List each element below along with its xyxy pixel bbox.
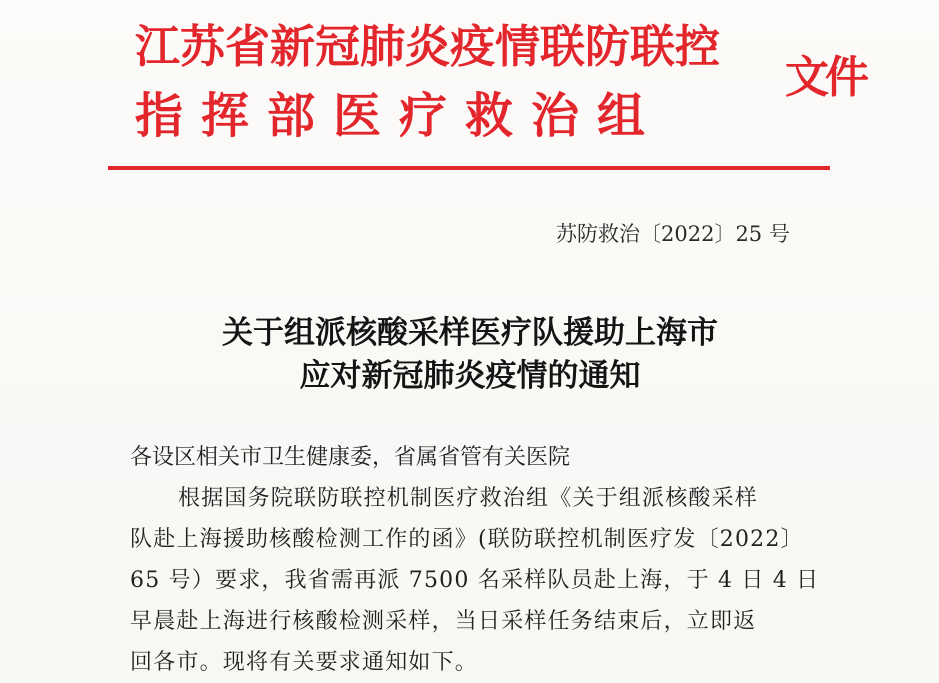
header-title-line-2: 指挥部医疗救治组 — [135, 88, 664, 144]
notice-title-line-1: 关于组派核酸采样医疗队援助上海市 — [222, 315, 718, 351]
header-document-suffix: 文件 — [785, 52, 865, 103]
header-red-rule — [108, 166, 830, 170]
body-line: 早晨赴上海进行核酸检测采样，当日采样任务结束后，立即返 — [130, 609, 757, 634]
document-number: 苏防救治〔2022〕25 号 — [556, 222, 790, 246]
salutation: 各设区相关市卫生健康委，省属省管有关医院 — [130, 445, 571, 470]
body-line: 回各市。现将有关要求通知如下。 — [130, 650, 479, 675]
body-line: 65 号）要求，我省需再派 7500 名采样队员赴上海，于 4 日 4 日 — [130, 568, 820, 593]
body-line: 队赴上海援助核酸检测工作的函》(联防联控机制医疗发〔2022〕 — [130, 527, 804, 552]
notice-title-line-2: 应对新冠肺炎疫情的通知 — [299, 358, 641, 394]
body-line: 根据国务院联防联控机制医疗救治组《关于组派核酸采样 — [178, 486, 759, 511]
header-title-line-1: 江苏省新冠肺炎疫情联防联控 — [135, 20, 721, 73]
